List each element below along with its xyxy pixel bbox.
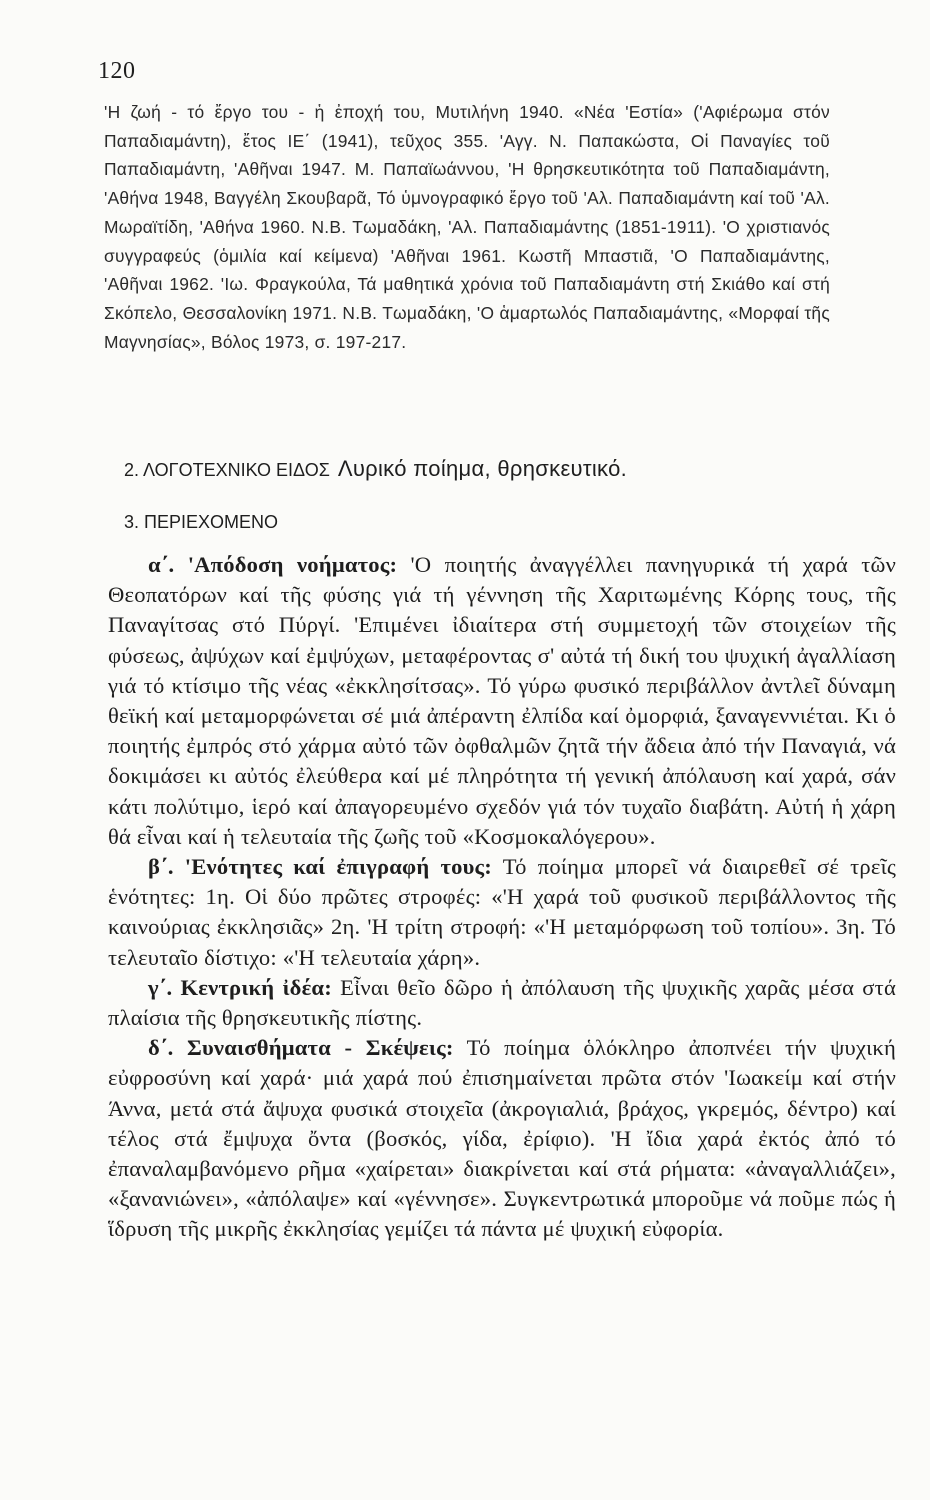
section-heading-label: 2. ΛΟΓΟΤΕΧΝΙΚΟ ΕΙΔΟΣ [124,460,330,480]
bibliography-references: 'Η ζωή - τό ἔργο του - ἡ ἐποχή του, Μυτιλήνη 1940. «Νέα 'Εστία» ('Αφιέρωμα στόν Παπαδιαμάντη), ἔτος ΙΕ΄ (1941), τεῦχος 355. 'Αγγ. Ν. Παπακώστα, Οἱ Παναγίες τοῦ Παπαδιαμάντη, 'Αθῆναι 1947. Μ. Παπαϊωάννου, 'Η θρησκευτικότητα τοῦ Παπαδιαμάντη, 'Αθήνα 1948, Βαγγέλη Σκουβαρᾶ, Τό ὑμνογραφικό ἔργο τοῦ 'Αλ. Παπαδιαμάντη καί τοῦ 'Αλ. Μωραϊτίδη, 'Αθήνα 1960. Ν.Β. Τωμαδάκη, 'Αλ. Παπαδιαμάντης (1851-1911). 'Ο χριστιανός συγγραφεύς (ὁμιλία καί κείμενα) 'Αθῆναι 1961. Κωστῆ Μπαστιᾶ, 'Ο Παπαδιαμάντης, 'Αθῆναι 1962. 'Ιω. Φραγκούλα, Τά μαθητικά χρόνια τοῦ Παπαδιαμάντη στή Σκιάθο καί στή Σκόπελο, Θεσσαλονίκη 1971. Ν.Β. Τωμαδάκη, 'Ο ἁμαρτωλός Παπαδιαμάντης, «Μορφαί τῆς Μαγνησίας», Βόλος 1973, σ. 197-217. [104,102,830,352]
paragraph-central-idea [108,973,896,1033]
section-heading-content [124,512,278,533]
section-heading-literary-genre [124,456,627,482]
paragraph-meaning [108,550,896,852]
paragraph-label: δ΄. Συναισθήματα - Σκέψεις: [148,1035,454,1061]
literary-genre-value: Λυρικό ποίημα, θρησκευτικό. [337,456,628,481]
paragraph-text: 'Ο ποιητής ἀναγγέλλει πανηγυρικά τή χαρά τῶν Θεοπατόρων καί τῆς φύσης γιά τή γέννηση τῆς Χαριτωμένης Κόρης τους, τῆς Παναγίτσας στό Πύργί. 'Επιμένει ἰδιαίτερα στή συμμετοχή τῶν στοιχείων τῆς φύσεως, ἀψύχων καί ἐμψύχων, μεταφέροντας σ' αὐτά τή δική του ψυχική ἀγαλλίαση γιά τό κτίσιμο τῆς νέας «ἐκκλησίτσας». Τό γύρω φυσικό περιβάλλον ἀντλεῖ δύναμη θεϊκή καί μεταμορφώνεται σέ μιά ἀπέραντη ἐλπίδα καί ὀμορφιά, ξαναγεννιέται. Κι ὁ ποιητής ἐμπρός στό χάρμα αὐτό τῶν ὀφθαλμῶν ζητᾶ τήν ἄδεια ἀπό τήν Παναγιά, νά δοκιμάσει κι αὐτός ἐλεύθερα καί μέ πληρότητα τή γενική ἀπόλαυση καί χαρά, σάν κάτι πολύτιμο, ἱερό καί ἀπαγορευμένο σχεδόν γιά τόν τυχαῖο διαβάτη. Αὐτή ἡ χάρη θά εἶναι καί ἡ τελευταία τῆς ζωῆς τοῦ «Κοσμοκαλόγερου». [108,552,896,849]
paragraph-text: Τό ποίημα ὁλόκληρο ἀποπνέει τήν ψυχική εὐφροσύνη καί χαρά· μιά χαρά πού ἐπισημαίνεται πρῶτα στόν 'Ιωακείμ καί στήν Άννα, μετά στά ἄψυχα φυσικά στοιχεῖα (ἀκρογιαλιά, βράχος, γκρεμός, δέντρο) καί τέλος στά ἔμψυχα ὄντα (βοσκός, γίδα, ἐρίφιο). 'Η ἴδια χαρά ἐκτός ἀπό τό ἐπαναλαμβανόμενο ρῆμα «χαίρεται» διακρίνεται καί στά ρήματα: «ἀναγαλλιάζει», «ξανανιώνει», «ἀπόλαψε» καί «γέννησε». Συγκεντρωτικά μποροῦμε νά ποῦμε πώς ἡ ἵδρυση τῆς μικρῆς ἐκκλησίας γεμίζει τά πάντα μέ ψυχική εὐφορία. [108,1035,897,1242]
content-body [108,550,896,1245]
paragraph-feelings [108,1033,896,1244]
paragraph-label: β΄. 'Ενότητες καί ἐπιγραφή τους: [148,854,492,880]
paragraph-text: Τό ποίημα μπορεῖ νά διαιρεθεῖ σέ τρεῖς ἑνότητες: 1η. Οἱ δύο πρῶτες στροφές: «'Η χαρά τοῦ φυσικοῦ περιβάλλοντος τῆς καινούριας ἐκκλησιᾶς» 2η. 'Η τρίτη στροφή: «'Η μεταμόρφωση τοῦ τοπίου». 3η. Τό τελευταῖο δίστιχο: «'Η τελευταία χάρη». [108,854,896,970]
page-number: 120 [98,58,136,84]
section-heading-label: 3. ΠΕΡΙΕΧΟΜΕΝΟ [124,512,279,532]
paragraph-label: γ΄. Κεντρική ἰδέα: [148,974,332,1000]
paragraph-label: α΄. 'Απόδοση νοήματος: [148,552,398,577]
paragraph-sections [108,852,896,973]
paragraph-text: Εἶναι θεῖο δῶρο ἡ ἀπόλαυση τῆς ψυχικῆς χαρᾶς μέσα στά πλαίσια τῆς θρησκευτικῆς πίστης. [108,974,896,1031]
